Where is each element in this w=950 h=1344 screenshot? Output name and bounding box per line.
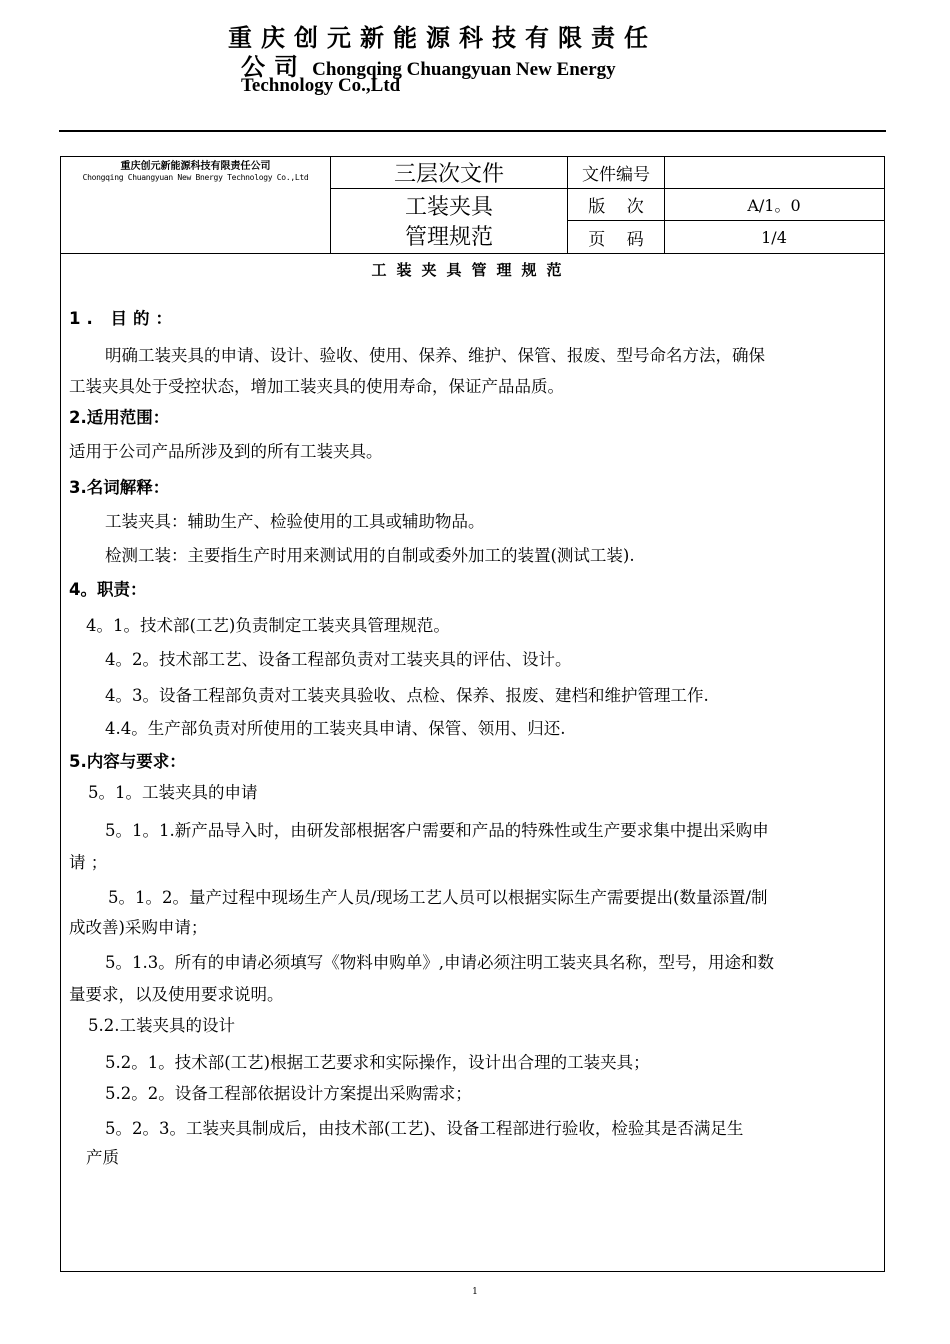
section-4-heading: 4。职责： [69,580,147,599]
company-name-en-tail: Technology Co.,Ltd [241,75,401,96]
company-name-cn: 重庆创元新能源科技有限责任 [228,24,657,52]
label-version: 版 次 [588,197,644,217]
body-title: 工装夹具管理规范 [371,261,572,279]
document-frame [60,156,885,1272]
section-1-heading: 1. 目的： [69,309,178,328]
section-5-2-3-line2: 产质 [86,1148,119,1167]
section-3-text-line1: 工装夹具：辅助生产、检验使用的工具或辅助物品。 [105,512,485,531]
document-title-line1: 工装夹具 [404,194,493,220]
section-5-1-1-line2: 请 ； [69,853,108,872]
label-page: 页 码 [588,229,644,250]
section-1-text-line2: 工装夹具处于受控状态，增加工装夹具的使用寿命，保证产品品质。 [69,377,564,396]
page-number: 1 [472,1287,478,1297]
section-5-2-heading: 5.2.工装夹具的设计 [88,1016,235,1035]
table-company-en [61,171,330,183]
section-5-1-2-line1: 5。1。2。量产过程中现场生产人员/现场工艺人员可以根据实际生产需要提出(数量添置/制 [108,888,768,907]
value-doc-number [665,157,883,188]
section-5-1-2-line2: 成改善)采购申请； [69,918,208,937]
section-5-2-2: 5.2。2。设备工程部依据设计方案提出采购需求； [105,1084,472,1103]
section-1-text-line1: 明确工装夹具的申请、设计、验收、使用、保养、维护、保管、报废、型号命名方法，确保 [105,346,765,365]
table-divider [60,253,884,254]
section-2-text: 适用于公司产品所涉及到的所有工装夹具。 [69,442,383,461]
section-4-item-3: 4。3。设备工程部负责对工装夹具验收、点检、保养、报废、建档和维护管理工作. [105,686,709,705]
section-5-1-heading: 5。1。工装夹具的申请 [88,783,258,802]
header-divider [59,130,886,132]
section-5-2-1: 5.2。1。技术部(工艺)根据工艺要求和实际操作，设计出合理的工装夹具； [105,1053,650,1072]
label-doc-number: 文件编号 [582,165,650,185]
section-5-2-3-line1: 5。2。3。工装夹具制成后，由技术部(工艺)、设备工程部进行验收，检验其是否满足生 [105,1119,744,1138]
section-5-1-3-line2: 量要求，以及使用要求说明。 [69,985,284,1004]
table-company-cn-text: 重庆创元新能源科技有限责任公司 [120,160,271,172]
table-company-en-text: Chongqing Chuangyuan New Bnergy Technology Co.,Ltd [82,172,309,182]
company-name-cn-tail: 公司 [241,53,307,81]
section-4-item-4: 4.4。生产部负责对所使用的工装夹具申请、保管、领用、归还. [105,719,566,738]
value-version: A/1。0 [747,196,801,215]
section-5-heading: 5.内容与要求： [69,752,186,771]
section-4-item-1: 4。1。技术部(工艺)负责制定工装夹具管理规范。 [86,616,450,635]
section-5-1-1-line1: 5。1。1.新产品导入时，由研发部根据客户需要和产品的特殊性或生产要求集中提出采购申 [105,821,769,840]
company-name-en: Chongqing Chuangyuan New Energy [312,59,616,80]
section-3-heading: 3.名词解释： [69,478,170,497]
section-4-item-2: 4。2。技术部工艺、设备工程部负责对工装夹具的评估、设计。 [105,650,572,669]
value-page: 1/4 [761,227,787,247]
document-level: 三层次文件 [393,162,504,187]
table-company-cn [61,157,330,171]
document-title-line2: 管理规范 [404,224,493,250]
section-3-text-line2: 检测工装：主要指生产时用来测试用的自制或委外加工的装置(测试工装). [105,546,635,565]
section-2-heading: 2.适用范围： [69,408,170,427]
section-5-1-3-line1: 5。1.3。所有的申请必须填写《物料申购单》,申请必须注明工装夹具名称，型号，用途和数 [105,953,774,972]
